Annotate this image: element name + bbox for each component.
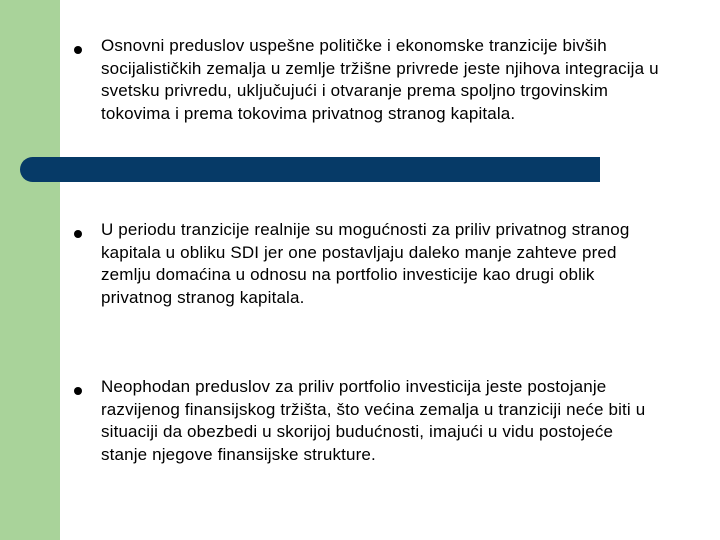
bullet-item-3 <box>74 376 664 466</box>
bullet-dot-icon <box>74 46 82 54</box>
bullet-item-2 <box>74 219 664 309</box>
bullet-text-1: Osnovni preduslov uspešne političke i ekonomske tranzicije bivših socijalističkih zemalja u zemlje tržišne privrede jeste njihova integracija u svetsku privredu, uključujući i otvaranje prema spoljno trgovinskim tokovima i prema tokovima privatnog stranog kapitala. <box>101 36 659 123</box>
bullet-dot-icon <box>74 230 82 238</box>
bullet-item-1 <box>74 35 664 125</box>
bullet-text-3: Neophodan preduslov za priliv portfolio investicija jeste postojanje razvijenog finansijskog tržišta, što većina zemalja u tranziciji neće biti u situaciji da obezbedi u skorijoj budućnosti, imajući u vidu postojeće stanje njegove finansijske strukture. <box>101 377 646 464</box>
navy-divider-bar <box>20 157 600 182</box>
bullet-dot-icon <box>74 387 82 395</box>
bullet-text-2: U periodu tranzicije realnije su mogućnosti za priliv privatnog stranog kapitala u obliku SDI jer one postavljaju daleko manje zahteve pred zemlju domaćina u odnosu na portfolio investicije kao drugi oblik privatnog stranog kapitala. <box>101 220 630 307</box>
